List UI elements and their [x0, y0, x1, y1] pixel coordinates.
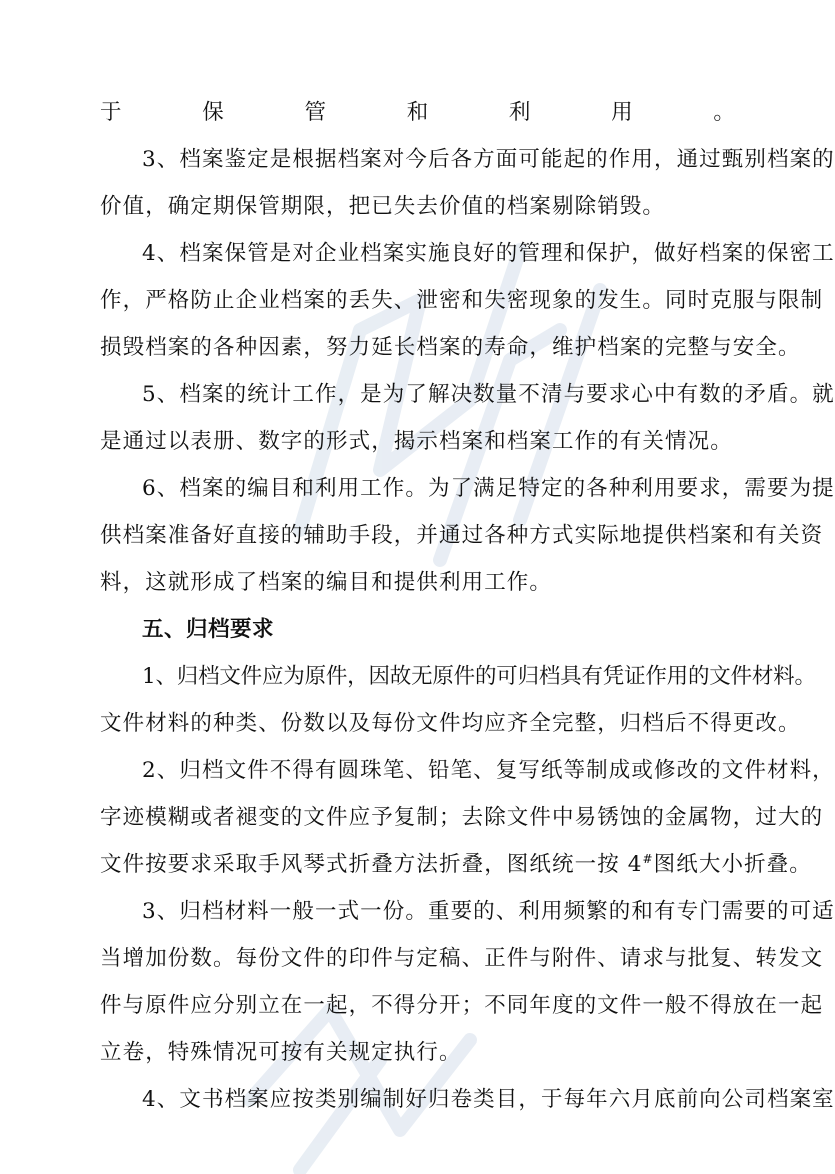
- paragraph-4-line-2: 作，严格防止企业档案的丢失、泄密和失密现象的发生。同时克服与限制: [100, 288, 824, 313]
- requirement-1-line-1: 1、归档文件应为原件，因故无原件的可归档具有凭证作用的文件材料。: [142, 664, 816, 689]
- requirement-3-line-3: 件与原件应分别立在一起，不得分开；不同年度的文件一般不得放在一起: [100, 993, 824, 1018]
- requirement-2-line-3-text: 文件按要求采取手风琴式折叠方法折叠，图纸统一按 4: [100, 852, 643, 877]
- paragraph-3-line-2: 价值，确定期保管期限，把已失去价值的档案剔除销毁。: [100, 194, 666, 219]
- size-superscript: #: [642, 852, 654, 866]
- requirement-2-line-3: [100, 848, 812, 882]
- requirement-3-line-4: 立卷，特殊情况可按有关规定执行。: [100, 1040, 462, 1065]
- requirement-2-line-2: 字迹模糊或者褪变的文件应予复制；去除文件中易锈蚀的金属物，过大的: [100, 805, 824, 830]
- paragraph-5-line-1: 5、档案的统计工作，是为了解决数量不清与要求心中有数的矛盾。就: [142, 382, 835, 407]
- requirement-4-line-1: 4、文书档案应按类别编制好归卷类目，于每年六月底前向公司档案室: [142, 1087, 835, 1112]
- paragraph-6-line-1: 6、档案的编目和利用工作。为了满足特定的各种利用要求，需要为提: [142, 476, 835, 501]
- paragraph-4-line-3: 损毁档案的各种因素，努力延长档案的寿命，维护档案的完整与安全。: [100, 335, 801, 360]
- paragraph-5-line-2: 是通过以表册、数字的形式，揭示档案和档案工作的有关情况。: [100, 429, 733, 454]
- requirement-2-line-3-tail: 图纸大小折叠。: [653, 852, 812, 877]
- paragraph-continuation: 于保管和利用。: [100, 100, 736, 125]
- paragraph-6-line-3: 料，这就形成了档案的编目和提供利用工作。: [100, 570, 553, 595]
- document-body: [100, 96, 835, 1130]
- requirement-1-line-2: 文件材料的种类、份数以及每份文件均应齐全完整，归档后不得更改。: [100, 711, 801, 736]
- paragraph-3-line-1: 3、档案鉴定是根据档案对今后各方面可能起的作用，通过甄别档案的: [142, 147, 835, 172]
- paragraph-6-line-2: 供档案准备好直接的辅助手段，并通过各种方式实际地提供档案和有关资: [100, 523, 824, 548]
- section-heading: 五、归档要求: [142, 617, 275, 642]
- paragraph-4-line-1: 4、档案保管是对企业档案实施良好的管理和保护，做好档案的保密工: [142, 241, 835, 266]
- requirement-3-line-1: 3、归档材料一般一式一份。重要的、利用频繁的和有专门需要的可适: [142, 899, 835, 924]
- requirement-3-line-2: 当增加份数。每份文件的印件与定稿、正件与附件、请求与批复、转发文: [100, 946, 824, 971]
- requirement-2-line-1: 2、归档文件不得有圆珠笔、铅笔、复写纸等制成或修改的文件材料，: [142, 758, 835, 783]
